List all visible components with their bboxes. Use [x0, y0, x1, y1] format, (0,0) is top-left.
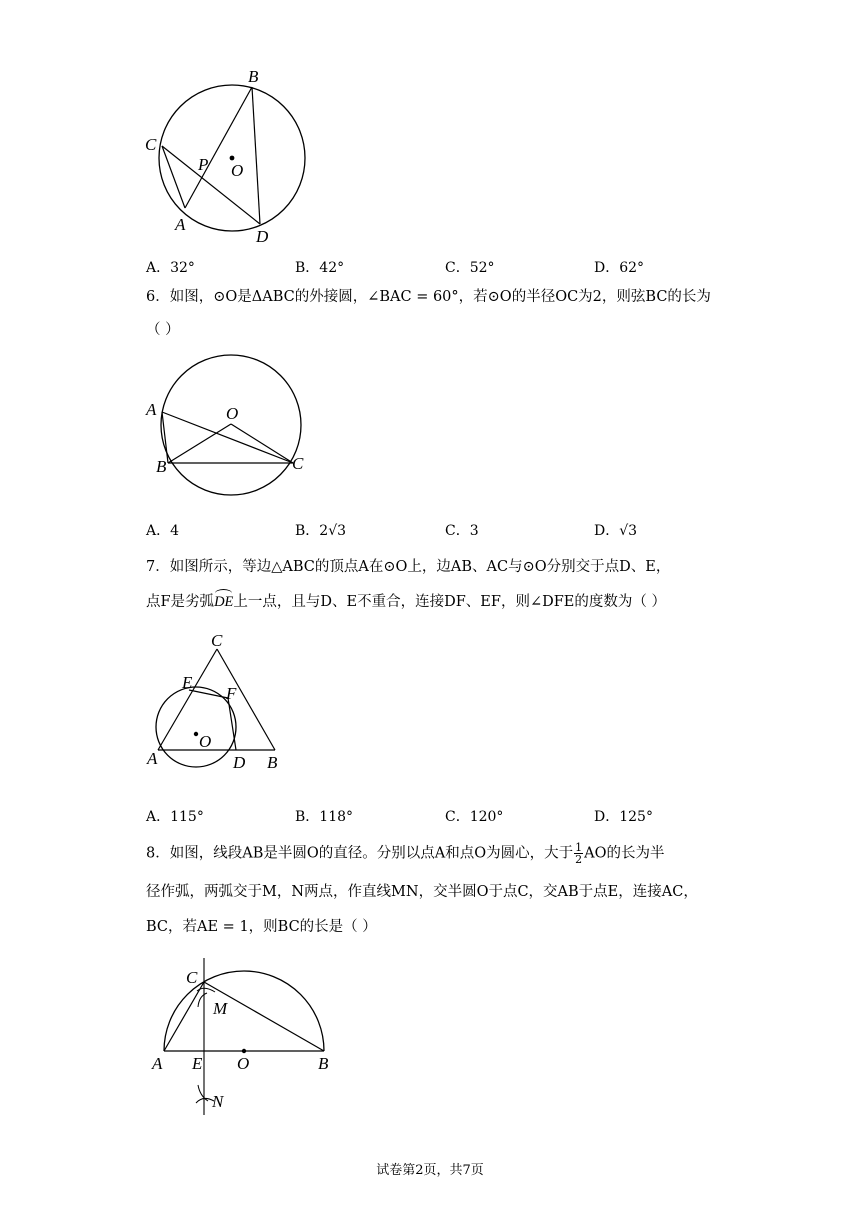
q6-figure: [140, 345, 320, 505]
q7-figure: [140, 630, 300, 780]
q6-label-o: O: [226, 404, 239, 423]
q5-label-d: D: [256, 227, 269, 246]
q6-circle: [161, 355, 301, 495]
q7-center-dot: [194, 732, 198, 736]
q8-figure: [140, 955, 360, 1120]
q8-label-n: N: [212, 1092, 224, 1111]
q7-text-line2-a: 点F是劣弧: [146, 594, 215, 610]
q7-label-f: F: [226, 684, 237, 703]
q6-option-c: C．3: [445, 523, 479, 539]
q8-text-line1-a: 8．如图，线段AB是半圆O的直径。分别以点A和点O为圆心，大于: [146, 845, 574, 862]
q7-option-b: B．118°: [295, 809, 354, 825]
q8-label-e: E: [192, 1054, 203, 1073]
q7-label-o: O: [199, 732, 212, 751]
page-footer: 试卷第2页，共7页: [376, 1163, 484, 1178]
q5-line-bd: [252, 87, 260, 224]
q5-figure: [140, 60, 340, 250]
q8-text-line1-b: AO的长为半: [584, 845, 665, 862]
q7-label-b: B: [267, 753, 278, 772]
q7-line-ef: [189, 690, 228, 698]
q7-text-line2: [146, 592, 666, 612]
q7-line-fd: [228, 698, 236, 750]
q8-label-o: O: [237, 1054, 250, 1073]
q8-text-line1: [146, 842, 664, 865]
q8-line-ac: [164, 982, 204, 1051]
q6-option-d: D．√3: [594, 523, 638, 539]
q5-label-a: A: [175, 215, 186, 234]
q5-label-p: P: [198, 155, 209, 174]
q5-option-d: D．62°: [594, 260, 645, 276]
q8-text-line2: 径作弧，两弧交于M，N两点，作直线MN，交半圆O于点C，交AB于点E，连接AC，: [146, 884, 698, 900]
q8-arc-m2: [198, 993, 207, 1007]
q5-option-a: A．32°: [146, 260, 195, 276]
q5-option-b: B．42°: [295, 260, 345, 276]
q6-label-c: C: [292, 454, 304, 473]
q8-label-c: C: [186, 968, 198, 987]
q5-label-c: C: [145, 135, 157, 154]
q8-fraction-numerator: 1: [575, 841, 583, 854]
q7-label-a: A: [147, 749, 158, 768]
q7-option-a: A．115°: [146, 809, 204, 825]
q6-line-ab: [162, 412, 168, 463]
q7-option-d: D．125°: [594, 809, 653, 825]
q8-label-m: M: [213, 999, 228, 1018]
q7-text-line1: 7．如图所示，等边△ABC的顶点A在⊙O上，边AB、AC与⊙O分别交于点D、E，: [146, 559, 671, 575]
q8-label-b: B: [318, 1054, 329, 1073]
q6-text-line1: 6．如图，⊙O是ΔABC的外接圆，∠BAC = 60°，若⊙O的半径OC为2，则弦BC的长为: [146, 289, 711, 305]
q8-center-dot: [242, 1049, 246, 1053]
q5-label-b: B: [248, 67, 259, 86]
q8-label-a: A: [152, 1054, 163, 1073]
q5-center-dot: [230, 156, 235, 161]
q5-line-ab: [185, 87, 252, 208]
q7-option-c: C．120°: [445, 809, 504, 825]
q7-label-c: C: [211, 631, 223, 650]
q6-text-line2: （ ）: [146, 322, 180, 338]
q6-line-oc: [231, 424, 293, 463]
q8-fraction-denominator: 2: [575, 853, 583, 866]
q6-label-b: B: [156, 457, 167, 476]
q7-arc-de: DE: [214, 594, 234, 610]
q6-option-b: B．2√3: [295, 523, 347, 539]
q6-option-a: A．4: [146, 523, 180, 539]
q8-fraction: [574, 842, 583, 865]
q7-label-e: E: [182, 673, 193, 692]
q5-label-o: O: [231, 161, 244, 180]
q5-option-c: C．52°: [445, 260, 495, 276]
q7-circle: [156, 687, 236, 767]
q7-text-line2-b: 上一点，且与D、E不重合，连接DF、EF，则∠DFE的度数为（ ）: [233, 594, 666, 610]
q6-line-ob: [168, 424, 231, 463]
q8-text-line3: BC，若AE = 1，则BC的长是（ ）: [146, 919, 377, 935]
q7-label-d: D: [233, 753, 246, 772]
q6-label-a: A: [146, 400, 157, 419]
